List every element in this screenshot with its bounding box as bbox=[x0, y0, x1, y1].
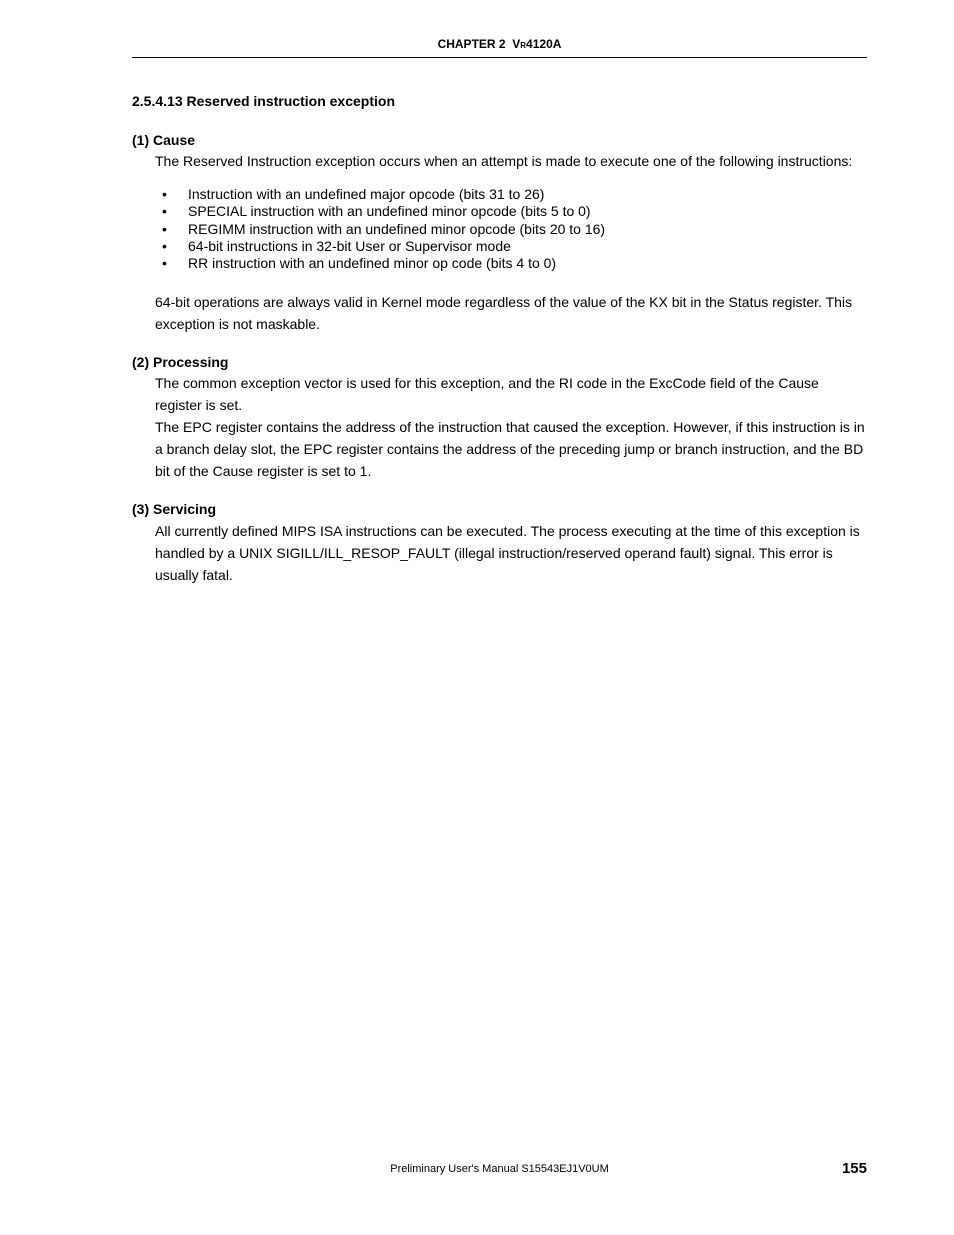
servicing-paragraph: All currently defined MIPS ISA instructions can be executed. The process executing at the time of this exception is handled by a UNIX SIGILL/ILL_RESOP_FAULT (illegal instruction/reserved operand fault) signal. This error is usually fatal. bbox=[155, 523, 860, 583]
list-item-text: SPECIAL instruction with an undefined minor opcode (bits 5 to 0) bbox=[188, 203, 591, 220]
servicing-heading: (3) Servicing bbox=[132, 501, 217, 517]
running-header bbox=[132, 37, 867, 51]
processing-paragraph-2: The EPC register contains the address of the instruction that caused the exception. However, if this instruction is in a branch delay slot, the EPC register contains the address of the preceding jump or branch instruction, and the BD bit of the Cause register is set to 1. bbox=[155, 419, 865, 479]
product-name-suffix: 4120A bbox=[526, 37, 562, 51]
processing-heading: (2) Processing bbox=[132, 354, 229, 370]
list-item-text: RR instruction with an undefined minor op code (bits 4 to 0) bbox=[188, 255, 557, 272]
chapter-label: CHAPTER 2 bbox=[437, 37, 506, 51]
list-item-text: 64-bit instructions in 32-bit User or Supervisor mode bbox=[188, 237, 511, 254]
list-item bbox=[162, 238, 605, 255]
product-name-subscript: R bbox=[520, 41, 527, 50]
processing-paragraph-1: The common exception vector is used for this exception, and the RI code in the ExcCode field of the Cause register is set. bbox=[155, 375, 819, 413]
product-name-prefix: V bbox=[512, 37, 521, 51]
section-title: 2.5.4.13 Reserved instruction exception bbox=[132, 93, 395, 109]
bullet-marker: • bbox=[162, 237, 167, 254]
list-item bbox=[162, 255, 605, 272]
bullet-marker: • bbox=[162, 255, 167, 272]
header-divider bbox=[132, 57, 867, 58]
cause-heading: (1) Cause bbox=[132, 132, 196, 148]
cause-intro: The Reserved Instruction exception occurs when an attempt is made to execute one of the following instructions: bbox=[155, 153, 853, 169]
list-item-text: REGIMM instruction with an undefined minor opcode (bits 20 to 16) bbox=[188, 220, 606, 237]
list-item bbox=[162, 221, 605, 238]
bullet-marker: • bbox=[162, 186, 167, 202]
list-item-text: Instruction with an undefined major opcode (bits 31 to 26) bbox=[188, 186, 545, 202]
list-item bbox=[162, 203, 605, 220]
bullet-marker: • bbox=[162, 220, 167, 237]
list-item bbox=[162, 186, 605, 203]
reserved-instruction-list bbox=[162, 186, 605, 272]
bullet-marker: • bbox=[162, 203, 167, 220]
footer-manual-id: Preliminary User's Manual S15543EJ1V0UM bbox=[390, 1163, 609, 1175]
cause-note: 64-bit operations are always valid in Kernel mode regardless of the value of the KX bit in the Status register. This exception is not maskable. bbox=[155, 294, 853, 332]
page-number: 155 bbox=[841, 1160, 867, 1177]
